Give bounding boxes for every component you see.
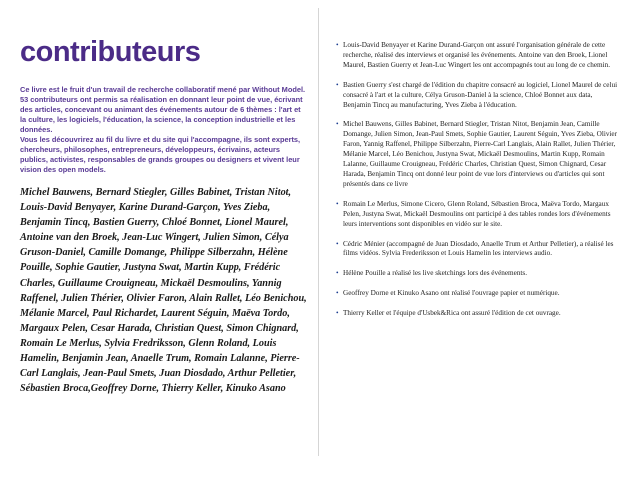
- intro-text: [20, 85, 308, 175]
- credit-item: [336, 269, 618, 279]
- bullet-icon: •: [336, 80, 339, 89]
- credit-text: Michel Bauwens, Gilles Babinet, Bernard Stiegler, Tristan Nitot, Benjamin Jean, Camille Domange, Julien Simon, Jean-Paul Smets, Sophie Gautier, Laurent Séguin, Yves Zieba, Olivier Faron, Yannig Raffenel, Philippe Silberzahn, Pierre-Carl Langlais, Alain Rallet, Julien Thérier, Mélanie Marcel, Léo Benichou, Justyna Swat, Mickaël Desmoulins, Martin Kupp, Romain Lalanne, Guillaume Crouigneau, Frédéric Charles, Christian Quest, Simon Chignard, Cesar Harada, Benjamin Tincq ont donné leur point de vue lors d'interviews ou d'articles qui sont présentés dans ce livre: [343, 120, 617, 188]
- credit-text: Geoffrey Dorne et Kinuko Asano ont réalisé l'ouvrage papier et numérique.: [343, 289, 560, 298]
- credit-text: Romain Le Merlus, Simone Cicero, Glenn Roland, Sébastien Broca, Maëva Tordo, Margaux Pelen, Justyna Swat, Mickaël Desmoulins ont participé à des tables rondes lors d'événements leurs interventions sont disponibles en vidéo sur le site.: [343, 199, 611, 228]
- bullet-icon: •: [336, 120, 339, 129]
- credit-item: [336, 41, 618, 71]
- bullet-icon: •: [336, 309, 339, 318]
- bullet-icon: •: [336, 199, 339, 208]
- page-title: contributeurs: [20, 36, 201, 68]
- credit-item: [336, 240, 618, 260]
- bullet-icon: •: [336, 239, 339, 248]
- credit-text: Cédric Ménier (accompagné de Juan Diosdado, Anaelle Trum et Arthur Pelletier), a réalisé les films vidéos. Sylvia Frederiksson et Louis Hamelin les interviews audio.: [343, 239, 614, 258]
- credit-text: Louis-David Benyayer et Karine Durand-Garçon ont assuré l'organisation générale de cette recherche, réalisé des interviews et organisé les événements. Antoine van den Broek, Lionel Maurel, Bastien Guerry et Jean-Luc Wingert les ont accompagnés tout au long de ce chemin.: [343, 41, 611, 69]
- credit-text: Bastien Guerry s'est chargé de l'édition du chapitre consacré au logiciel, Lionel Maurel de celui consacré à l'art et la culture, Célya Gruson-Daniel à la science, Chloé Bonnet aux data, Benjamin Tincq au manufacturing, Yves Zieba à l'éducation.: [343, 80, 618, 109]
- credit-item: [336, 200, 618, 230]
- bullet-icon: •: [336, 41, 339, 49]
- credit-item: [336, 81, 618, 111]
- credit-text: Thierry Keller et l'équipe d'Usbek&Rica ont assuré l'édition de cet ouvrage.: [343, 309, 561, 318]
- contributor-names: Michel Bauwens, Bernard Stiegler, Gilles Babinet, Tristan Nitot, Louis-David Benyayer, Karine Durand-Garçon, Yves Zieba, Benjamin Tincq, Bastien Guerry, Chloé Bonnet, Lionel Maurel, Antoine van den Broek, Jean-Luc Wingert, Julien Simon, Célya Gruson-Daniel, Camille Domange, Philippe Silberzahn, Hélène Pouille, Sophie Gautier, Justyna Swat, Martin Kupp, Frédéric Charles, Guillaume Crouigneau, Mickaël Desmoulins, Yannig Raffenel, Julien Thérier, Olivier Faron, Alain Rallet, Léo Benichou, Mélanie Marcel, Paul Richardet, Laurent Séguin, Maëva Tordo, Margaux Pelen, Cesar Harada, Christian Quest, Simon Chignard, Romain Le Merlus, Sylvia Fredriksson, Glenn Roland, Louis Hamelin, Benjamin Jean, Anaelle Trum, Romain Lalanne, Pierre-Carl Langlais, Jean-Paul Smets, Juan Diosdado, Arthur Pelletier, Sébastien Broca,Geoffrey Dorne, Thierry Keller, Kinuko Asano: [20, 187, 307, 395]
- page-gutter-divider: [318, 8, 319, 456]
- credit-item: [336, 309, 618, 319]
- bullet-icon: •: [336, 269, 339, 278]
- bullet-icon: •: [336, 289, 339, 298]
- credit-text: Hélène Pouille a réalisé les live sketchings lors des événements.: [343, 269, 528, 278]
- left-page: [20, 38, 308, 396]
- credit-item: [336, 289, 618, 299]
- right-page: [336, 41, 618, 329]
- intro-paragraph: Ce livre est le fruit d'un travail de recherche collaboratif mené par Without Model. 53 contributeurs ont permis sa réalisation en donnant leur point de vue, écrivant des articles, concevant ou animant des événements autour de 6 thèmes : l'art et la culture, les logiciels, l'éducation, la science, la conception industrielle et les données.: [20, 85, 306, 134]
- intro-paragraph: Vous les découvrirez au fil du livre et du site qui l'accompagne, ils sont experts, chercheurs, philosophes, entrepreneurs, développeurs, écrivains, acteurs publics, activistes, responsables de grands groupes ou designers et vivent leur vision des open models.: [20, 135, 301, 174]
- credit-item: [336, 120, 618, 189]
